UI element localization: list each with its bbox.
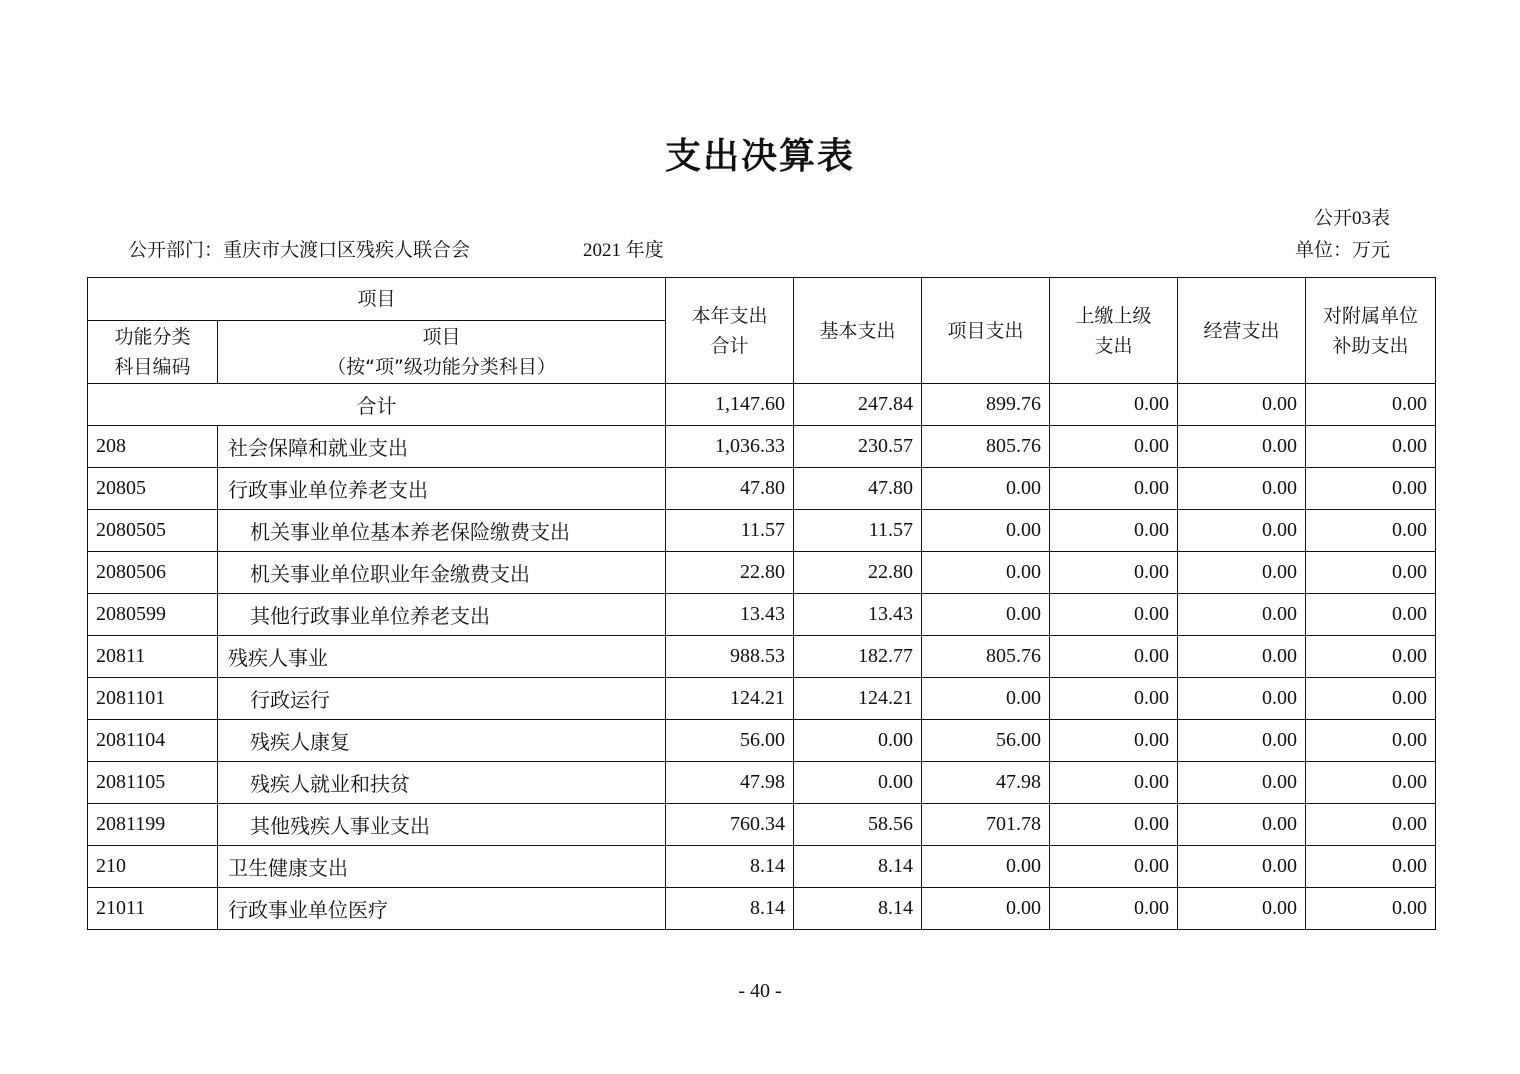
cell-value: 0.00: [922, 552, 1050, 594]
table-row: [88, 552, 1436, 594]
cell-value: 247.84: [794, 384, 922, 426]
cell-value: 11.57: [794, 510, 922, 552]
cell-code: 2080599: [88, 594, 218, 636]
cell-value: 0.00: [1050, 888, 1178, 930]
cell-value: 0.00: [922, 846, 1050, 888]
header-item: 项目 （按“项”级功能分类科目）: [218, 321, 666, 384]
cell-value: 0.00: [1050, 510, 1178, 552]
cell-value: 0.00: [1050, 426, 1178, 468]
cell-value: 805.76: [922, 636, 1050, 678]
cell-value: 56.00: [666, 720, 794, 762]
total-label: 合计: [88, 384, 666, 426]
cell-value: 0.00: [1050, 846, 1178, 888]
table-row: [88, 888, 1436, 930]
cell-value: 0.00: [1306, 384, 1436, 426]
cell-value: 11.57: [666, 510, 794, 552]
cell-value: 58.56: [794, 804, 922, 846]
cell-value: 182.77: [794, 636, 922, 678]
cell-name: 社会保障和就业支出: [218, 426, 666, 468]
cell-value: 0.00: [1050, 552, 1178, 594]
cell-value: 22.80: [666, 552, 794, 594]
fiscal-year: 2021 年度: [583, 240, 664, 261]
cell-code: 208: [88, 426, 218, 468]
cell-value: 0.00: [1306, 468, 1436, 510]
table-row: [88, 720, 1436, 762]
page-number: - 40 -: [738, 980, 782, 1002]
cell-value: 0.00: [1050, 594, 1178, 636]
cell-value: 13.43: [794, 594, 922, 636]
cell-value: 0.00: [1050, 678, 1178, 720]
cell-value: 988.53: [666, 636, 794, 678]
cell-value: 0.00: [1050, 384, 1178, 426]
cell-name: 行政运行: [218, 678, 666, 720]
cell-value: 0.00: [1306, 510, 1436, 552]
cell-code: 210: [88, 846, 218, 888]
cell-value: 0.00: [1050, 720, 1178, 762]
cell-value: 0.00: [1050, 804, 1178, 846]
cell-value: 124.21: [666, 678, 794, 720]
cell-value: 47.80: [666, 468, 794, 510]
cell-name: 行政事业单位医疗: [218, 888, 666, 930]
cell-value: 0.00: [794, 762, 922, 804]
page-title: 支出决算表: [664, 136, 855, 177]
cell-name: 机关事业单位基本养老保险缴费支出: [218, 510, 666, 552]
cell-value: 0.00: [1306, 426, 1436, 468]
cell-value: 0.00: [1178, 426, 1306, 468]
cell-value: 0.00: [1178, 846, 1306, 888]
cell-value: 8.14: [666, 846, 794, 888]
total-row: [88, 384, 1436, 426]
table-row: [88, 426, 1436, 468]
header-item-group: 项目: [88, 278, 666, 321]
cell-value: 0.00: [1306, 636, 1436, 678]
cell-value: 0.00: [1178, 888, 1306, 930]
cell-value: 0.00: [1306, 888, 1436, 930]
table-row: [88, 678, 1436, 720]
cell-code: 2080506: [88, 552, 218, 594]
cell-name: 机关事业单位职业年金缴费支出: [218, 552, 666, 594]
expenditure-table: [87, 277, 1436, 930]
cell-value: 760.34: [666, 804, 794, 846]
cell-value: 8.14: [794, 888, 922, 930]
cell-value: 0.00: [1306, 720, 1436, 762]
cell-value: 47.98: [922, 762, 1050, 804]
cell-code: 20811: [88, 636, 218, 678]
cell-value: 47.80: [794, 468, 922, 510]
cell-value: 0.00: [922, 594, 1050, 636]
cell-value: 13.43: [666, 594, 794, 636]
table-row: [88, 804, 1436, 846]
cell-value: 0.00: [1306, 846, 1436, 888]
cell-value: 0.00: [1306, 552, 1436, 594]
cell-value: 0.00: [1178, 552, 1306, 594]
cell-value: 0.00: [794, 720, 922, 762]
department: 公开部门：重庆市大渡口区残疾人联合会: [128, 240, 471, 261]
cell-value: 0.00: [1050, 636, 1178, 678]
cell-value: 0.00: [1178, 762, 1306, 804]
cell-value: 0.00: [1178, 678, 1306, 720]
cell-value: 0.00: [1178, 468, 1306, 510]
header-business: 经营支出: [1178, 278, 1306, 384]
table-number: 公开03表: [1313, 208, 1390, 229]
cell-value: 0.00: [1178, 804, 1306, 846]
cell-value: 0.00: [1050, 762, 1178, 804]
cell-value: 899.76: [922, 384, 1050, 426]
cell-value: 0.00: [1178, 594, 1306, 636]
cell-value: 0.00: [922, 468, 1050, 510]
cell-value: 124.21: [794, 678, 922, 720]
cell-code: 2081105: [88, 762, 218, 804]
cell-value: 56.00: [922, 720, 1050, 762]
cell-value: 701.78: [922, 804, 1050, 846]
cell-value: 805.76: [922, 426, 1050, 468]
cell-code: 2081104: [88, 720, 218, 762]
cell-name: 其他行政事业单位养老支出: [218, 594, 666, 636]
table-row: [88, 468, 1436, 510]
header-upper: 上缴上级支出: [1050, 278, 1178, 384]
cell-code: 2080505: [88, 510, 218, 552]
cell-value: 0.00: [1178, 720, 1306, 762]
cell-value: 0.00: [922, 678, 1050, 720]
table-row: [88, 594, 1436, 636]
header-code: 功能分类科目编码: [88, 321, 218, 384]
header-subsidy: 对附属单位补助支出: [1306, 278, 1436, 384]
cell-value: 1,147.60: [666, 384, 794, 426]
cell-name: 其他残疾人事业支出: [218, 804, 666, 846]
header-project: 项目支出: [922, 278, 1050, 384]
table-row: [88, 636, 1436, 678]
cell-code: 20805: [88, 468, 218, 510]
cell-name: 残疾人事业: [218, 636, 666, 678]
cell-value: 1,036.33: [666, 426, 794, 468]
cell-name: 残疾人就业和扶贫: [218, 762, 666, 804]
cell-value: 22.80: [794, 552, 922, 594]
table-row: [88, 762, 1436, 804]
cell-name: 行政事业单位养老支出: [218, 468, 666, 510]
header-basic: 基本支出: [794, 278, 922, 384]
cell-value: 8.14: [794, 846, 922, 888]
header-total: 本年支出合计: [666, 278, 794, 384]
cell-value: 0.00: [1178, 636, 1306, 678]
cell-value: 0.00: [1178, 510, 1306, 552]
cell-code: 2081101: [88, 678, 218, 720]
cell-value: 0.00: [1306, 594, 1436, 636]
cell-value: 0.00: [1050, 468, 1178, 510]
table-row: [88, 846, 1436, 888]
cell-value: 230.57: [794, 426, 922, 468]
cell-code: 2081199: [88, 804, 218, 846]
cell-value: 47.98: [666, 762, 794, 804]
table-row: [88, 510, 1436, 552]
cell-value: 0.00: [1178, 384, 1306, 426]
cell-value: 8.14: [666, 888, 794, 930]
cell-value: 0.00: [1306, 804, 1436, 846]
cell-name: 残疾人康复: [218, 720, 666, 762]
cell-value: 0.00: [922, 888, 1050, 930]
cell-value: 0.00: [922, 510, 1050, 552]
unit: 单位：万元: [1294, 240, 1390, 261]
cell-name: 卫生健康支出: [218, 846, 666, 888]
cell-code: 21011: [88, 888, 218, 930]
cell-value: 0.00: [1306, 678, 1436, 720]
cell-value: 0.00: [1306, 762, 1436, 804]
